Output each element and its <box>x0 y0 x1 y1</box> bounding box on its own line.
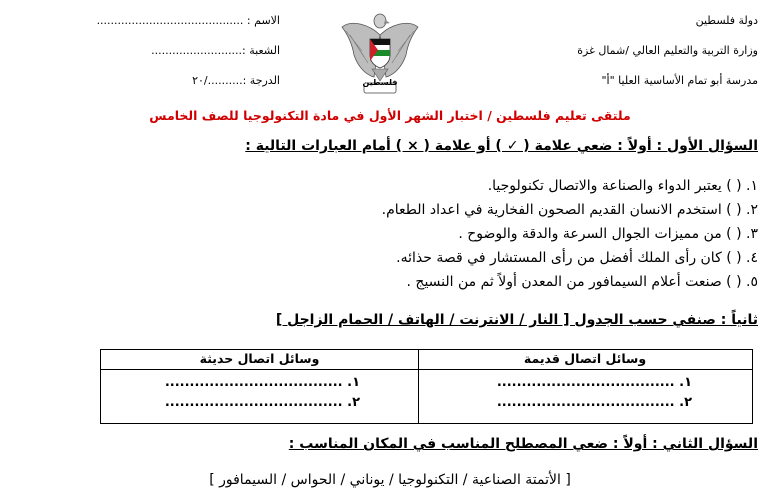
emblem-caption: فلسطين <box>362 78 398 87</box>
q2-terms: [ الأتمتة الصناعية / التكنولوجيا / يوناني / الحواس / السيمافور ] <box>209 472 571 488</box>
table-cell-old-2: ٢. .................................... <box>496 395 692 410</box>
q1-item-5: ٥. ( ) صنعت أعلام السيمافور من المعدن أولاً ثم من النسيج . <box>406 274 758 290</box>
table-cell-new-1: ١. .................................... <box>164 375 360 390</box>
header-country: دولة فلسطين <box>695 14 758 27</box>
q1b-heading: ثانياً : صنفي حسب الجدول [ النار / الانترنت / الهاتف / الحمام الزاجل ] <box>275 312 758 328</box>
header-ministry: وزارة التربية والتعليم العالي /شمال غزة <box>577 44 758 57</box>
exam-title: ملتقى تعليم فلسطين / اختبار الشهر الأول في مادة التكنولوجيا للصف الخامس <box>149 108 631 123</box>
table-cell-old-1: ١. .................................... <box>496 375 692 390</box>
q1-item-1: ١. ( ) يعتبر الدواء والصناعة والاتصال تكنولوجيا. <box>487 178 758 194</box>
q1-item-2: ٢. ( ) استخدم الانسان القديم الصحون الفخارية في اعداد الطعام. <box>381 202 758 218</box>
table-header-old: وسائل اتصال قديمة <box>523 351 647 366</box>
grade-field: الدرجة :........../٢٠ <box>192 74 280 87</box>
table-header-new: وسائل اتصال حديثة <box>199 351 320 366</box>
name-field: الاسم : .......................................... <box>96 14 280 27</box>
table-cell-new-2: ٢. .................................... <box>164 395 360 410</box>
header-school: مدرسة أبو تمام الأساسية العليا "أ" <box>601 74 758 87</box>
classification-table <box>100 349 753 424</box>
class-field: الشعبة :.......................... <box>151 44 280 57</box>
q1-item-4: ٤. ( ) كان رأى الملك أفضل من رأى المستشار في قصة حذائه. <box>396 250 758 266</box>
q1-item-3: ٣. ( ) من مميزات الجوال السرعة والدقة والوضوح . <box>458 226 758 242</box>
q1-heading: السؤال الأول : أولاً : ضعي علامة ( ✓ ) أو علامة ( × ) أمام العبارات التالية : <box>245 138 758 154</box>
q2-heading: السؤال الثاني : أولاً : ضعي المصطلح المناسب في المكان المناسب : <box>288 436 758 452</box>
